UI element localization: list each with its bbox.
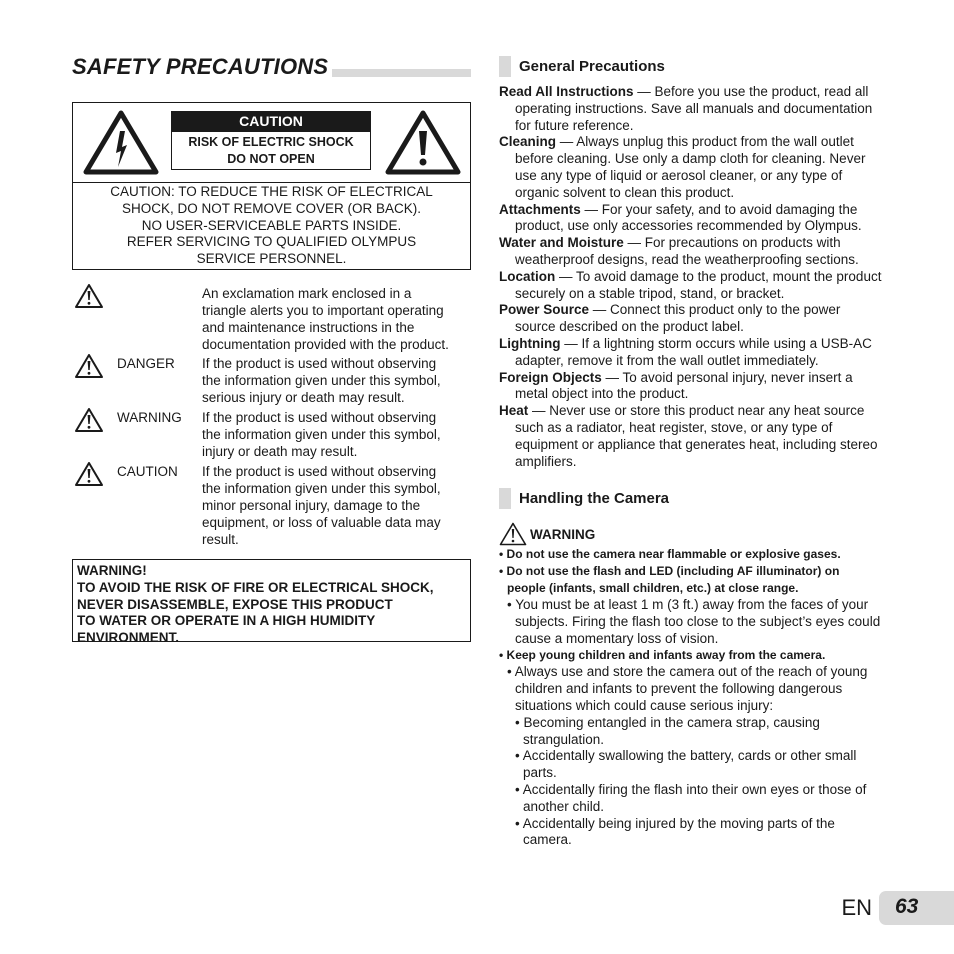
symbol-row-danger [72,355,471,409]
symbol-name: DANGER [117,356,175,371]
caution-label-line: DO NOT OPEN [227,152,315,166]
precaution-text: — Connect this product only to the power [589,302,841,318]
general-precautions-heading [499,56,899,78]
sub-bullet-line: parts. [523,765,557,781]
precaution-first-line [499,134,899,151]
precaution-item [499,336,899,370]
right-column [499,56,899,848]
page-number-tab [879,891,954,925]
sub-bullet-line: • Accidentally firing the flash into their own eyes or those of [515,781,867,797]
exclamation-triangle-icon [385,109,461,175]
precaution-term: Water and Moisture [499,235,624,251]
desc-line: and maintenance instructions in the [202,320,415,335]
precaution-first-line [499,269,899,286]
precaution-term: Read All Instructions [499,84,634,99]
symbol-row-caution [72,463,471,549]
warning-triangle-icon [74,461,104,487]
sub-bullet-line: • Becoming entangled in the camera strap, causing [515,714,820,730]
sub-bullet-line: • Accidentally being injured by the moving parts of the [515,815,835,831]
precaution-continuation: weatherproof designs, read the weatherproofing sections. [515,251,859,267]
precaution-continuation: such as a radiator, heat register, stove, or any type of [515,419,833,435]
bullet-line: children and infants to prevent the following dangerous [515,681,843,697]
bullet-line: • You must be at least 1 m (3 ft.) away from the faces of your [507,597,869,612]
symbol-row [72,285,471,355]
desc-line: equipment, or loss of valuable data may [202,515,441,530]
desc-line: An exclamation mark enclosed in a [202,286,412,301]
desc-line: the information given under this symbol, [202,373,441,388]
precaution-continuation: amplifiers. [515,453,577,469]
precaution-term: Power Source [499,302,590,318]
caution-label [171,111,371,170]
sub-bullet-line: strangulation. [523,731,605,747]
symbol-description [202,285,471,353]
page-number: 63 [895,895,919,918]
precaution-first-line [499,336,899,353]
desc-line: serious injury or death may result. [202,390,405,405]
symbol-row-warning [72,409,471,463]
precaution-item [499,235,899,269]
warning-box-line: TO WATER OR OPERATE IN A HIGH HUMIDITY [77,613,376,629]
warning-triangle-icon [74,283,104,309]
symbol-name: WARNING [117,410,182,425]
precaution-first-line [499,302,899,319]
section-marker [499,488,511,509]
precaution-text: — If a lightning storm occurs while using a USB-AC [560,335,872,351]
precaution-item [499,269,899,303]
caution-box [72,102,471,270]
warning-box-line: ENVIRONMENT. [77,630,180,646]
handling-heading [499,488,899,510]
precaution-continuation: source described on the product label. [515,319,744,335]
sub-bullet-line: • Accidentally swallowing the battery, cards or other small [515,748,857,764]
bold-bullet: • Do not use the flash and LED (including AF illuminator) on [499,564,840,578]
bold-bullet: • Do not use the camera near flammable or explosive gases. [499,547,841,561]
caution-text-line: SERVICE PERSONNEL. [196,251,347,267]
title-block [72,54,471,80]
precaution-continuation: for future reference. [515,117,634,133]
warning-triangle-icon [74,407,104,433]
precaution-continuation: product, use only accessories recommended by Olympus. [515,218,862,234]
lightning-triangle-icon [83,109,159,175]
warning-label [499,522,899,544]
sub-bullet-line: another child. [523,798,605,814]
bullet-line: cause a momentary loss of vision. [515,630,719,646]
bullet-line: • Always use and store the camera out of the reach of young [507,664,868,680]
precaution-text: — Never use or store this product near any heat source [528,403,865,419]
page-title: SAFETY PRECAUTIONS [72,54,332,80]
precaution-continuation: before cleaning. Use only a damp cloth for cleaning. Never [515,151,866,167]
bullet-line: subjects. Firing the flash too close to the subject’s eyes could [515,613,881,629]
symbol-description [202,355,471,406]
precaution-continuation: equipment or appliance that generates heat, including stereo [515,436,878,452]
caution-text-line: REFER SERVICING TO QUALIFIED OLYMPUS [126,234,417,250]
precaution-continuation: adapter, remove it from the wall outlet immediately. [515,352,819,368]
desc-line: the information given under this symbol, [202,427,441,442]
section-title: Handling the Camera [519,490,670,507]
precaution-text: — For your safety, and to avoid damaging the [580,201,858,217]
caution-label-line: RISK OF ELECTRIC SHOCK [188,135,354,149]
caution-text-line: SHOCK, DO NOT REMOVE COVER (OR BACK). [121,200,422,216]
warning-box [72,559,471,646]
precaution-first-line [499,403,899,420]
precaution-term: Heat [499,403,529,419]
desc-line: If the product is used without observing [202,464,437,479]
handling-list [499,546,899,849]
precaution-item [499,202,899,236]
precaution-text: — To avoid personal injury, never insert a [601,369,853,385]
caution-text [73,184,470,268]
desc-line: minor personal injury, damage to the [202,498,421,513]
precaution-item [499,84,899,134]
desc-line: the information given under this symbol, [202,481,441,496]
precaution-text: — Before you use the product, read all [633,84,869,99]
caution-label-head: CAUTION [171,111,371,132]
section-title: General Precautions [519,58,665,75]
precaution-continuation: metal object into the product. [515,386,689,402]
warning-triangle-icon [74,353,104,379]
precaution-term: Attachments [499,201,581,217]
warning-box-line: WARNING! [77,563,147,578]
precaution-continuation: securely on a stable tripod, stand, or bracket. [515,285,785,301]
precaution-term: Lightning [499,335,561,351]
precaution-continuation: organic solvent to clean this product. [515,184,735,200]
caution-box-header [73,103,470,183]
desc-line: If the product is used without observing [202,410,437,425]
precaution-item [499,370,899,404]
caution-label-body [171,132,371,170]
warning-triangle-icon [499,522,527,546]
desc-line: If the product is used without observing [202,356,437,371]
caution-text-line: CAUTION: TO REDUCE THE RISK OF ELECTRICAL [110,184,433,199]
precaution-term: Foreign Objects [499,369,602,385]
symbol-name: CAUTION [117,464,178,479]
precaution-item [499,134,899,201]
precaution-first-line [499,370,899,387]
precaution-term: Location [499,268,556,284]
precaution-continuation: operating instructions. Save all manuals and documentation [515,100,873,116]
precaution-continuation: use any type of liquid or aerosol cleaner, or any type of [515,167,843,183]
precaution-text: — For precautions on products with [623,235,841,251]
sub-bullet-line: camera. [523,832,572,848]
desc-line: injury or death may result. [202,444,358,459]
precaution-first-line [499,84,899,101]
precaution-item [499,302,899,336]
bullet-line: situations which could cause serious injury: [515,697,774,713]
section-marker [499,56,511,77]
symbol-description [202,463,471,548]
precaution-text: — Always unplug this product from the wall outlet [556,134,854,150]
desc-line: triangle alerts you to important operating [202,303,444,318]
warning-label-text: WARNING [530,527,596,542]
symbol-description [202,409,471,460]
handling-section [499,488,899,849]
page-footer [794,891,954,925]
warning-box-line: TO AVOID THE RISK OF FIRE OR ELECTRICAL SHOCK, [77,579,434,595]
warning-box-line: NEVER DISASSEMBLE, EXPOSE THIS PRODUCT [77,596,393,612]
precaution-first-line [499,202,899,219]
caution-text-line: NO USER-SERVICEABLE PARTS INSIDE. [141,217,402,233]
desc-line: documentation provided with the product. [202,337,449,352]
precaution-text: — To avoid damage to the product, mount the product [555,268,882,284]
precaution-term: Cleaning [499,134,557,150]
left-column [72,54,471,646]
desc-line: result. [202,532,239,547]
precaution-item [499,403,899,470]
symbol-list [72,285,471,549]
language-label: EN [841,895,872,920]
bold-bullet: • Keep young children and infants away from the camera. [499,648,826,663]
bold-bullet-cont: people (infants, small children, etc.) at close range. [507,581,799,595]
general-precautions-list [499,84,899,470]
precaution-first-line [499,235,899,252]
